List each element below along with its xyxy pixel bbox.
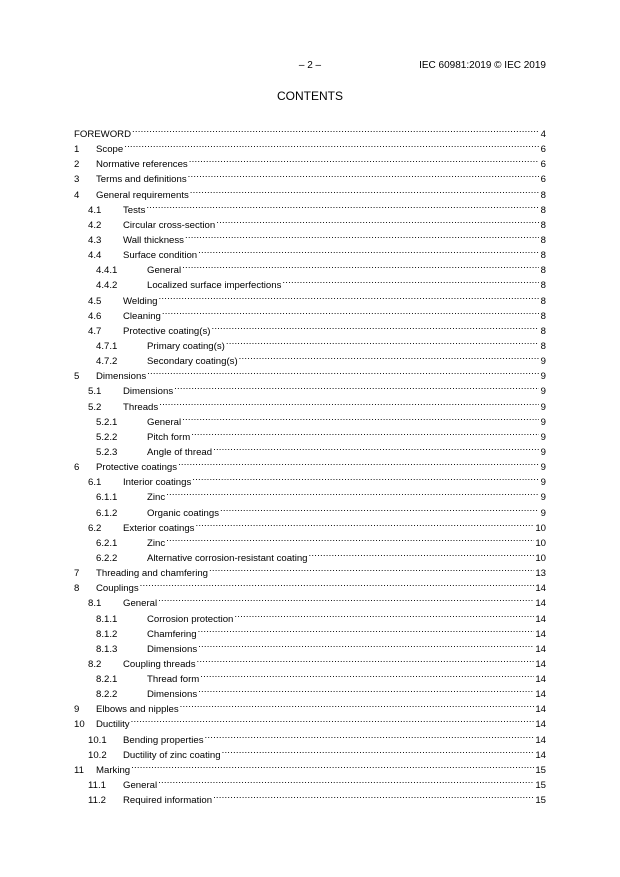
page-number: – 2 –	[298, 60, 322, 71]
dot-leader	[189, 152, 539, 167]
dot-leader	[132, 122, 539, 137]
dot-leader	[282, 273, 539, 288]
dot-leader	[166, 531, 534, 546]
toc-entry-page: 6	[540, 144, 546, 156]
toc-entry-page: 9	[540, 401, 546, 413]
dot-leader	[162, 304, 539, 319]
dot-leader	[198, 682, 534, 697]
toc-entry-number: 8.1.2	[96, 628, 118, 640]
toc-entry-page: 15	[535, 780, 546, 792]
toc-entry-title: Couplings	[96, 583, 139, 595]
toc-entry-number: 5	[74, 371, 80, 383]
dot-leader	[158, 773, 534, 788]
toc-entry-number: 1	[74, 144, 80, 156]
dot-leader	[185, 228, 539, 243]
dot-leader	[159, 395, 539, 410]
toc-entry-number: 8.1.3	[96, 643, 118, 655]
toc-entry-page: 8	[540, 295, 546, 307]
dot-leader	[239, 349, 539, 364]
toc-entry-title: Angle of thread	[147, 446, 213, 458]
toc-entry[interactable]	[74, 728, 546, 746]
toc-entry-page: 9	[540, 507, 546, 519]
toc-entry-title: Ductility of zinc coating	[123, 749, 221, 761]
toc-entry-title: Wall thickness	[123, 234, 184, 246]
toc-entry-title: Localized surface imperfections	[147, 280, 282, 292]
toc-entry-page: 14	[535, 658, 546, 670]
dot-leader	[198, 637, 534, 652]
toc-entry-number: 5.2.2	[96, 431, 118, 443]
toc-entry-number: 6.2.2	[96, 552, 118, 564]
toc-entry-title: Alternative corrosion-resistant coating	[147, 552, 308, 564]
toc-entry-page: 10	[535, 552, 546, 564]
toc-entry-title: Cleaning	[123, 310, 161, 322]
toc-entry[interactable]	[74, 152, 546, 171]
toc-entry-title: Bending properties	[123, 734, 204, 746]
toc-entry-page: 8	[540, 204, 546, 216]
dot-leader	[220, 501, 539, 516]
dot-leader	[211, 319, 539, 334]
toc-entry-page: 14	[535, 643, 546, 655]
toc-entry-page: 8	[540, 250, 546, 262]
toc-entry-page: 9	[540, 416, 546, 428]
toc-entry-page: 10	[535, 537, 546, 549]
toc-entry-page: 8	[540, 325, 546, 337]
toc-entry-number: 6.1.1	[96, 492, 118, 504]
toc-entry-page: 9	[540, 446, 546, 458]
toc-entry-page: 6	[540, 159, 546, 171]
contents-title: CONTENTS	[277, 89, 343, 103]
toc-entry-number: 11.1	[88, 780, 106, 792]
dot-leader	[213, 440, 539, 455]
toc-entry-number: 6.1	[88, 477, 102, 489]
toc-entry-title: Dimensions	[147, 689, 198, 701]
toc-entry-number: 4.3	[88, 234, 102, 246]
dot-leader	[234, 607, 534, 622]
dot-leader	[159, 289, 540, 304]
toc-entry-title: Pitch form	[147, 431, 191, 443]
toc-entry-number: 5.2	[88, 401, 102, 413]
toc-entry-page: 14	[535, 734, 546, 746]
toc-entry-number: 9	[74, 704, 80, 716]
toc-entry-number: 3	[74, 174, 80, 186]
toc-entry-page: 9	[540, 371, 546, 383]
dot-leader	[200, 667, 534, 682]
toc-entry-page: 14	[535, 598, 546, 610]
toc-entry[interactable]	[74, 576, 546, 595]
toc-entry-page: 10	[535, 522, 546, 534]
toc-entry-title: Scope	[96, 144, 124, 156]
toc-entry-page: 6	[540, 174, 546, 186]
dot-leader	[192, 470, 539, 485]
dot-leader	[197, 652, 535, 667]
toc-entry-number: 4.4	[88, 250, 102, 262]
toc-entry-number: 4.7.1	[96, 340, 118, 352]
dot-leader	[131, 758, 534, 773]
toc-entry-number: 11.2	[88, 795, 106, 807]
toc-entry-number: 10	[74, 719, 85, 731]
table-of-contents	[74, 122, 546, 807]
toc-entry-page: 15	[535, 764, 546, 776]
toc-entry-page: 8	[540, 340, 546, 352]
toc-entry-page: 15	[535, 795, 546, 807]
toc-entry-page: 9	[540, 477, 546, 489]
toc-entry-title: Threading and chamfering	[96, 568, 208, 580]
dot-leader	[195, 516, 534, 531]
toc-entry-number: 8.2.2	[96, 689, 118, 701]
toc-entry-title: Dimensions	[96, 371, 147, 383]
toc-entry-number: 6.1.2	[96, 507, 118, 519]
toc-entry-title: Dimensions	[147, 643, 198, 655]
toc-entry-number: 11	[74, 764, 84, 776]
toc-entry-number: 4.6	[88, 310, 102, 322]
toc-entry-title: General	[147, 416, 182, 428]
dot-leader	[191, 425, 539, 440]
toc-entry-page: 14	[535, 689, 546, 701]
toc-entry-number: 8	[74, 583, 80, 595]
toc-entry-number: 4.5	[88, 295, 102, 307]
toc-entry-page: 4	[540, 129, 546, 140]
dot-leader	[158, 591, 534, 606]
toc-entry-title: FOREWORD	[74, 129, 132, 140]
toc-entry-page: 8	[540, 265, 546, 277]
toc-entry[interactable]	[74, 758, 546, 776]
toc-entry-page: 9	[540, 431, 546, 443]
toc-entry-page: 8	[540, 280, 546, 292]
toc-entry-title: Secondary coating(s)	[147, 356, 238, 368]
toc-entry-title: General requirements	[96, 189, 189, 201]
toc-entry-title: Protective coatings	[96, 462, 178, 474]
toc-entry-title: Thread form	[147, 674, 200, 686]
toc-entry-number: 6.2	[88, 522, 102, 534]
dot-leader	[213, 788, 534, 803]
dot-leader	[174, 379, 539, 394]
dot-leader	[198, 622, 535, 637]
toc-entry-page: 8	[540, 219, 546, 231]
toc-entry-title: Threads	[123, 401, 159, 413]
toc-entry-page: 9	[540, 492, 546, 504]
toc-entry-page: 8	[540, 189, 546, 201]
toc-entry-title: General	[147, 265, 182, 277]
dot-leader	[124, 137, 539, 152]
toc-entry[interactable]	[74, 137, 546, 156]
dot-leader	[198, 243, 539, 258]
dot-leader	[188, 167, 539, 182]
toc-entry-title: Zinc	[147, 492, 166, 504]
toc-entry-number: 2	[74, 159, 80, 171]
toc-entry-title: Dimensions	[123, 386, 174, 398]
dot-leader	[147, 364, 539, 379]
dot-leader	[146, 198, 539, 213]
toc-entry-page: 14	[535, 583, 546, 595]
dot-leader	[182, 258, 539, 273]
toc-entry-title: Zinc	[147, 537, 166, 549]
toc-entry-title: Primary coating(s)	[147, 340, 225, 352]
toc-entry-page: 14	[535, 704, 546, 716]
toc-entry-number: 5.1	[88, 386, 102, 398]
dot-leader	[178, 455, 539, 470]
toc-entry[interactable]	[74, 122, 546, 140]
toc-entry-page: 14	[535, 628, 546, 640]
toc-entry-page: 13	[535, 568, 546, 580]
toc-entry-title: Ductility	[96, 719, 130, 731]
toc-entry-title: Chamfering	[147, 628, 197, 640]
toc-entry-number: 4.4.1	[96, 265, 118, 277]
toc-entry-title: Organic coatings	[147, 507, 219, 519]
toc-entry-title: Circular cross-section	[123, 219, 216, 231]
toc-entry-number: 10.1	[88, 734, 107, 746]
toc-entry-title: Welding	[123, 295, 158, 307]
dot-leader	[180, 697, 535, 712]
toc-entry-page: 14	[535, 749, 546, 761]
toc-entry-page: 14	[535, 674, 546, 686]
toc-entry-number: 6	[74, 462, 80, 474]
dot-leader	[131, 712, 535, 727]
toc-entry-page: 9	[540, 462, 546, 474]
toc-entry-title: General	[123, 598, 158, 610]
toc-entry-number: 6.2.1	[96, 537, 118, 549]
dot-leader	[209, 561, 534, 576]
toc-entry-number: 4.7	[88, 325, 102, 337]
dot-leader	[166, 485, 539, 500]
toc-entry-number: 5.2.1	[96, 416, 118, 428]
toc-entry[interactable]	[74, 591, 546, 610]
dot-leader	[222, 743, 535, 758]
toc-entry-page: 9	[540, 356, 546, 368]
toc-entry-number: 4.7.2	[96, 356, 118, 368]
toc-entry-number: 8.2	[88, 658, 102, 670]
toc-entry-title: Normative references	[96, 159, 188, 171]
dot-leader	[182, 410, 539, 425]
toc-entry[interactable]	[74, 712, 546, 731]
dot-leader	[309, 546, 535, 561]
toc-entry-number: 8.2.1	[96, 674, 118, 686]
toc-entry-title: Marking	[96, 764, 131, 776]
toc-entry-number: 5.2.3	[96, 446, 118, 458]
toc-entry-title: General	[123, 780, 158, 792]
toc-entry-title: Tests	[123, 204, 146, 216]
dot-leader	[190, 183, 539, 198]
toc-entry-page: 8	[540, 234, 546, 246]
toc-entry-number: 10.2	[88, 749, 107, 761]
toc-entry-number: 4	[74, 189, 80, 201]
toc-entry-page: 14	[535, 719, 546, 731]
toc-entry-title: Surface condition	[123, 250, 198, 262]
toc-entry-number: 8.1	[88, 598, 102, 610]
standard-reference: IEC 60981:2019 © IEC 2019	[419, 60, 546, 71]
toc-entry-page: 14	[535, 613, 546, 625]
toc-entry-title: Exterior coatings	[123, 522, 195, 534]
toc-entry-number: 4.2	[88, 219, 102, 231]
toc-entry-title: Elbows and nipples	[96, 704, 179, 716]
toc-entry-title: Interior coatings	[123, 477, 192, 489]
toc-entry-number: 4.4.2	[96, 280, 118, 292]
dot-leader	[205, 728, 535, 743]
toc-entry-number: 7	[74, 568, 80, 580]
toc-entry-number: 8.1.1	[96, 613, 118, 625]
toc-entry-page: 9	[540, 386, 546, 398]
toc-entry-title: Protective coating(s)	[123, 325, 211, 337]
toc-entry-number: 4.1	[88, 204, 102, 216]
toc-entry-title: Corrosion protection	[147, 613, 234, 625]
dot-leader	[216, 213, 539, 228]
toc-entry-page: 8	[540, 310, 546, 322]
dot-leader	[140, 576, 535, 591]
toc-entry-title: Terms and definitions	[96, 174, 187, 186]
toc-entry-title: Coupling threads	[123, 658, 196, 670]
toc-entry-title: Required information	[123, 795, 213, 807]
toc-entry[interactable]	[74, 773, 546, 792]
dot-leader	[226, 334, 539, 349]
